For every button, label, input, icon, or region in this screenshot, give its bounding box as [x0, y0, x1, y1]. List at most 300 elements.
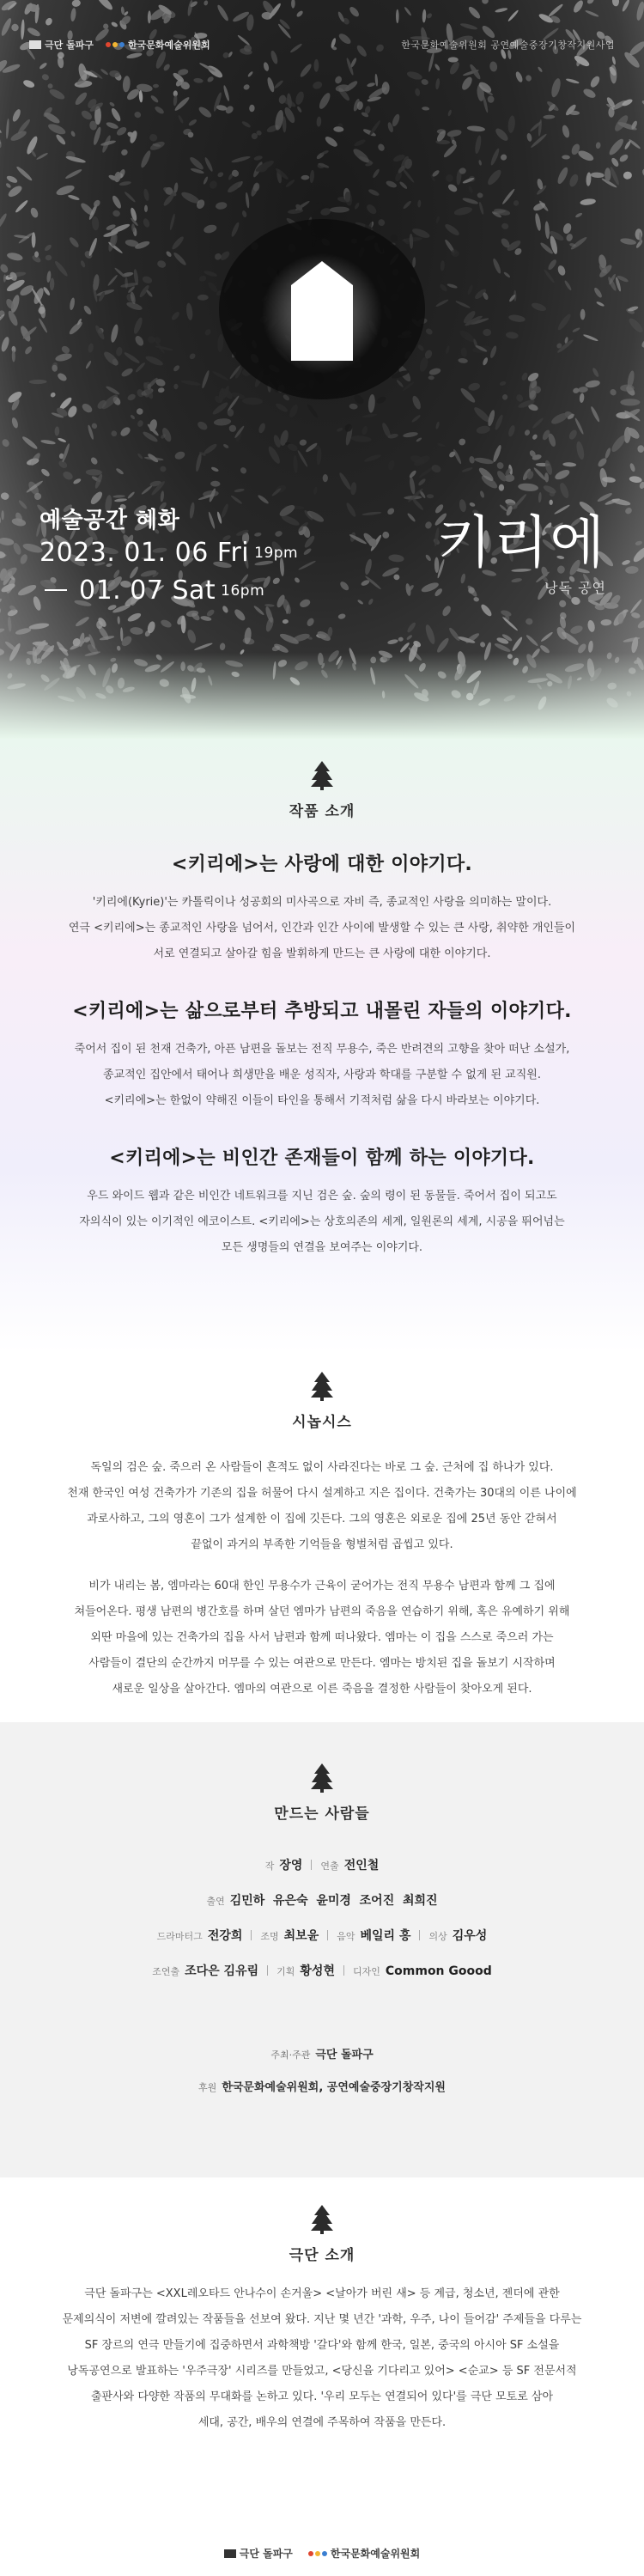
foliage-stroke — [372, 168, 380, 179]
foliage-stroke — [144, 205, 148, 212]
foliage-stroke — [12, 542, 22, 556]
foliage-stroke — [6, 174, 19, 185]
foliage-stroke — [273, 79, 284, 89]
foliage-stroke — [207, 281, 219, 294]
foliage-stroke — [55, 183, 76, 197]
foliage-stroke — [239, 466, 247, 475]
foliage-stroke — [388, 554, 404, 563]
foliage-stroke — [368, 394, 376, 413]
foliage-stroke — [462, 197, 479, 205]
foliage-stroke — [422, 9, 426, 23]
foliage-stroke — [36, 152, 49, 161]
foliage-stroke — [316, 448, 322, 465]
foliage-stroke — [411, 395, 422, 411]
foliage-stroke — [24, 345, 33, 356]
foliage-stroke — [435, 636, 451, 654]
foliage-stroke — [266, 76, 276, 93]
foliage-stroke — [625, 566, 639, 575]
arko-dots-icon — [308, 2551, 327, 2556]
foliage-stroke — [85, 360, 92, 369]
foliage-stroke — [404, 6, 412, 16]
foliage-stroke — [391, 113, 401, 128]
intro-line: 우드 와이드 웹과 같은 비인간 네트워크를 지닌 검은 숲. 숲의 령이 된 동물들. 죽어서 집이 되고도 — [87, 1190, 557, 1203]
synopsis-line: 사람들이 결단의 순간까지 머무를 수 있는 여관으로 만든다. 엠마는 방치된 집을 돌보기 시작하며 — [88, 1657, 556, 1670]
foliage-stroke — [70, 131, 76, 137]
foliage-stroke — [216, 171, 224, 178]
foliage-stroke — [195, 453, 203, 472]
credit-name: 김민하 유은숙 윤미경 조어진 최희진 — [229, 1894, 438, 1908]
foliage-stroke — [90, 422, 98, 429]
footer-logos — [0, 2546, 644, 2561]
foliage-stroke — [130, 414, 136, 420]
intro-quote-3: <키리에>는 비인간 존재들이 함께 하는 이야기다. — [109, 1148, 535, 1169]
foliage-stroke — [216, 511, 222, 524]
foliage-stroke — [68, 236, 80, 249]
company-line: 문제의식이 저변에 깔려있는 작품들을 선보여 왔다. 지난 몇 년간 '과학, 우주, 나이 들어감' 주제들을 다루는 — [62, 2313, 582, 2326]
foliage-stroke — [334, 75, 343, 84]
foliage-stroke — [105, 385, 120, 396]
foliage-stroke — [136, 407, 143, 415]
foliage-stroke — [11, 108, 22, 123]
foliage-stroke — [130, 626, 143, 635]
foliage-stroke — [234, 488, 245, 493]
intro-block-1 — [0, 850, 644, 967]
support-name: 한국문화예술위원회, 공연예술중장기창작지원 — [222, 2081, 446, 2094]
foliage-stroke — [572, 327, 580, 333]
foliage-stroke — [350, 482, 357, 496]
support-role: 후원 — [198, 2082, 217, 2093]
foliage-stroke — [264, 616, 275, 632]
foliage-stroke — [426, 12, 433, 19]
foliage-stroke — [442, 143, 459, 159]
foliage-stroke — [132, 317, 144, 335]
foliage-stroke — [623, 171, 632, 180]
foliage-stroke — [227, 408, 234, 417]
foliage-stroke — [518, 483, 538, 492]
foliage-stroke — [298, 560, 316, 571]
foliage-stroke — [351, 147, 371, 165]
foliage-stroke — [409, 477, 416, 495]
pine-tree-icon — [311, 761, 333, 790]
foliage-stroke — [306, 403, 319, 419]
foliage-stroke — [30, 149, 37, 158]
foliage-stroke — [324, 135, 339, 149]
foliage-stroke — [15, 627, 32, 636]
foliage-stroke — [337, 613, 346, 620]
foliage-stroke — [91, 216, 99, 230]
foliage-stroke — [534, 213, 542, 231]
foliage-stroke — [445, 345, 450, 355]
credit-role: 드라마터그 — [156, 1931, 203, 1942]
foliage-stroke — [291, 0, 295, 9]
foliage-stroke — [473, 596, 480, 602]
foliage-stroke — [589, 75, 602, 89]
foliage-stroke — [110, 429, 118, 437]
foliage-stroke — [570, 595, 581, 606]
intro-para-3 — [0, 1184, 644, 1261]
foliage-stroke — [106, 121, 119, 131]
foliage-stroke — [629, 475, 642, 483]
foliage-stroke — [100, 68, 108, 76]
foliage-stroke — [0, 17, 13, 37]
foliage-stroke — [243, 83, 251, 91]
intro-line: 연극 <키리에>는 종교적인 사랑을 넘어서, 인간과 인간 사이에 발생할 수 있는 큰 사랑, 취약한 개인들이 — [68, 922, 576, 935]
foliage-stroke — [566, 77, 580, 84]
foliage-stroke — [640, 335, 644, 350]
foliage-stroke — [313, 486, 318, 495]
foliage-stroke — [611, 497, 631, 507]
foliage-stroke — [211, 400, 229, 416]
foliage-stroke — [58, 437, 67, 443]
foliage-stroke — [532, 434, 538, 441]
foliage-stroke — [363, 454, 381, 463]
foliage-stroke — [15, 165, 33, 181]
foliage-stroke — [365, 203, 378, 216]
synopsis-line: 쳐들어온다. 평생 남편의 병간호를 하며 살던 엠마가 남편의 죽음을 연습하기 위해, 혹은 유예하기 위해 — [74, 1605, 570, 1618]
credit-role: 조명 — [260, 1931, 279, 1942]
foliage-stroke — [550, 15, 562, 25]
foliage-stroke — [313, 59, 319, 72]
intro-line: '키리에(Kyrie)'는 카톨릭이나 성공회의 미사곡으로 자비 즉, 종교적인 사랑을 의미하는 말이다. — [92, 896, 552, 909]
foliage-stroke — [247, 70, 254, 77]
foliage-stroke — [116, 645, 121, 651]
foliage-stroke — [48, 88, 66, 101]
foliage-stroke — [503, 271, 511, 278]
intro-heading: 작품 소개 — [289, 803, 355, 820]
foliage-stroke — [396, 379, 404, 387]
company-heading: 극단 소개 — [289, 2247, 355, 2264]
foliage-stroke — [337, 472, 352, 491]
foliage-stroke — [562, 222, 573, 235]
foliage-stroke — [532, 466, 546, 481]
pine-tree-icon — [311, 1372, 333, 1401]
foliage-stroke — [7, 617, 11, 632]
foliage-stroke — [630, 612, 641, 619]
dolpagu-mark-icon — [224, 2549, 236, 2558]
foliage-stroke — [50, 277, 55, 290]
company-line: SF 장르의 연극 만들기에 집중하면서 과학책방 '갈다'와 함께 한국, 일본, 중국의 아시아 SF 소설을 — [84, 2339, 560, 2352]
foliage-stroke — [623, 140, 631, 150]
foliage-stroke — [111, 194, 123, 210]
foliage-stroke — [631, 545, 644, 563]
foliage-stroke — [629, 462, 635, 472]
foliage-stroke — [524, 429, 531, 436]
foliage-stroke — [165, 250, 172, 258]
foliage-stroke — [299, 439, 307, 447]
host-role: 주최·주관 — [270, 2049, 311, 2061]
foliage-stroke — [554, 468, 571, 482]
credit-name: 황성현 — [300, 1964, 335, 1978]
foliage-stroke — [439, 283, 448, 292]
foliage-stroke — [538, 66, 544, 73]
arko-logo — [106, 38, 210, 52]
foliage-stroke — [458, 437, 467, 447]
foliage-stroke — [539, 644, 551, 655]
intro-line: 자의식이 있는 이기적인 에코이스트. <키리에>는 상호의존의 세계, 일원론의 세계, 시공을 뛰어넘는 — [79, 1215, 565, 1228]
foliage-stroke — [295, 90, 306, 106]
foliage-stroke — [532, 201, 547, 212]
foliage-stroke — [301, 175, 309, 180]
foliage-stroke — [15, 199, 29, 214]
foliage-stroke — [563, 280, 572, 291]
foliage-stroke — [583, 333, 599, 342]
foliage-stroke — [330, 206, 349, 212]
foliage-stroke — [0, 627, 5, 636]
foliage-stroke — [127, 491, 136, 500]
company-line: 세대, 공간, 배우의 연결에 주목하여 작품을 만든다. — [197, 2416, 447, 2429]
foliage-stroke — [435, 421, 440, 429]
foliage-stroke — [585, 9, 599, 18]
foliage-stroke — [424, 624, 437, 645]
foliage-stroke — [138, 90, 143, 102]
foliage-stroke — [568, 173, 580, 188]
foliage-stroke — [479, 603, 493, 618]
foliage-stroke — [434, 63, 440, 70]
foliage-stroke — [501, 616, 519, 631]
foliage-stroke — [396, 9, 399, 23]
foliage-stroke — [345, 502, 357, 518]
foliage-stroke — [569, 624, 584, 636]
foliage-stroke — [200, 615, 212, 622]
foliage-stroke — [612, 113, 630, 133]
sponsor-line: 한국문화예술위원회 공연예술중장기창작지원사업 — [401, 40, 615, 51]
foliage-stroke — [618, 153, 629, 163]
foliage-stroke — [203, 176, 209, 185]
foliage-stroke — [353, 138, 366, 148]
foliage-stroke — [323, 474, 328, 482]
foliage-stroke — [80, 260, 86, 269]
foliage-stroke — [338, 580, 350, 592]
foliage-stroke — [231, 155, 251, 164]
foliage-stroke — [307, 203, 323, 212]
foliage-stroke — [361, 511, 381, 516]
foliage-stroke — [422, 107, 429, 111]
credit-divider — [267, 1965, 268, 1976]
foliage-stroke — [55, 352, 73, 362]
intro-line: 모든 생명들의 연결을 보여주는 이야기다. — [221, 1241, 423, 1254]
foliage-stroke — [489, 61, 498, 72]
foliage-stroke — [57, 372, 69, 383]
credit-role: 기획 — [276, 1966, 295, 1977]
foliage-stroke — [126, 612, 142, 624]
foliage-stroke — [482, 356, 489, 366]
foliage-stroke — [194, 642, 214, 651]
foliage-stroke — [149, 94, 159, 104]
foliage-stroke — [501, 222, 509, 229]
foliage-stroke — [110, 107, 122, 122]
footer-dolpagu-text: 극단 돌파구 — [239, 2548, 293, 2560]
foliage-stroke — [208, 180, 218, 191]
foliage-stroke — [264, 604, 275, 607]
foliage-stroke — [263, 62, 270, 72]
foliage-stroke — [137, 453, 143, 460]
foliage-stroke — [19, 553, 29, 565]
venue-text: 예술공간 혜화 — [39, 508, 180, 533]
foliage-stroke — [5, 119, 9, 139]
foliage-stroke — [596, 301, 605, 307]
synopsis-line: 천재 한국인 여성 건축가가 기존의 집을 허물어 다시 설계하고 지은 집이다. 건축가는 30대의 이른 나이에 — [67, 1487, 577, 1500]
foliage-stroke — [492, 258, 502, 275]
foliage-stroke — [435, 78, 440, 90]
foliage-stroke — [295, 9, 304, 18]
foliage-stroke — [417, 478, 427, 486]
credit-divider — [343, 1965, 344, 1976]
foliage-stroke — [469, 455, 476, 464]
foliage-stroke — [39, 62, 48, 70]
foliage-stroke — [461, 466, 473, 473]
foliage-stroke — [424, 554, 432, 562]
date-start — [39, 538, 298, 568]
foliage-stroke — [573, 54, 591, 69]
foliage-stroke — [109, 101, 116, 107]
foliage-stroke — [598, 254, 608, 269]
foliage-stroke — [501, 393, 508, 400]
foliage-stroke — [556, 265, 567, 277]
credit-name: 장영 — [279, 1859, 303, 1873]
foliage-stroke — [18, 499, 28, 510]
foliage-stroke — [306, 617, 315, 627]
foliage-stroke — [544, 460, 553, 476]
intro-line: 종교적인 집안에서 태어나 희생만을 배운 성직자, 사랑과 학대를 구분할 수 없게 된 교직원. — [103, 1069, 541, 1081]
foliage-stroke — [241, 210, 247, 217]
foliage-stroke — [142, 217, 150, 228]
support-row — [0, 2072, 644, 2104]
foliage-stroke — [222, 85, 230, 102]
foliage-stroke — [6, 252, 23, 262]
foliage-stroke — [170, 311, 180, 322]
foliage-stroke — [500, 153, 508, 161]
foliage-stroke — [41, 73, 50, 82]
pine-tree-icon — [311, 1763, 333, 1793]
foliage-stroke — [299, 598, 312, 609]
hero-poster — [0, 0, 644, 739]
foliage-stroke — [430, 464, 442, 474]
foliage-stroke — [120, 148, 129, 156]
foliage-stroke — [254, 532, 262, 537]
foliage-stroke — [197, 295, 209, 301]
foliage-stroke — [468, 186, 474, 194]
foliage-stroke — [111, 21, 118, 28]
logo-group — [29, 38, 210, 52]
date-end — [79, 575, 264, 606]
foliage-stroke — [118, 425, 131, 438]
intro-quote-2: <키리에>는 삶으로부터 추방되고 내몰린 자들의 이야기다. — [72, 1001, 572, 1022]
foliage-stroke — [226, 180, 243, 194]
foliage-stroke — [574, 212, 582, 218]
foliage-stroke — [587, 641, 593, 654]
foliage-stroke — [32, 595, 42, 612]
foliage-stroke — [188, 352, 196, 360]
foliage-stroke — [447, 183, 459, 194]
credit-role: 의상 — [428, 1931, 447, 1942]
foliage-stroke — [120, 367, 134, 378]
foliage-stroke — [492, 444, 503, 463]
foliage-stroke — [46, 82, 53, 89]
foliage-stroke — [120, 627, 124, 642]
foliage-stroke — [556, 166, 569, 185]
foliage-stroke — [444, 222, 461, 237]
foliage-stroke — [406, 634, 413, 641]
foliage-stroke — [507, 9, 519, 22]
foliage-stroke — [143, 188, 149, 201]
foliage-stroke — [21, 19, 25, 40]
foliage-stroke — [62, 470, 75, 481]
foliage-stroke — [68, 194, 81, 201]
time-start-text: 19pm — [254, 545, 299, 562]
foliage-stroke — [590, 405, 601, 423]
foliage-stroke — [612, 0, 620, 7]
foliage-stroke — [620, 385, 634, 392]
foliage-stroke — [145, 289, 153, 298]
foliage-stroke — [204, 156, 214, 172]
foliage-stroke — [120, 6, 125, 15]
foliage-stroke — [526, 634, 539, 647]
foliage-stroke — [210, 481, 221, 487]
foliage-stroke — [558, 599, 568, 608]
intro-line: 서로 연결되고 살아갈 힘을 발휘하게 만드는 큰 사랑에 대한 이야기다. — [153, 947, 491, 960]
synopsis-line: 끝없이 과거의 부족한 기억들을 형벌처럼 곱씹고 있다. — [191, 1538, 453, 1551]
foliage-stroke — [316, 116, 321, 126]
foliage-stroke — [29, 380, 47, 385]
foliage-stroke — [540, 631, 554, 642]
foliage-stroke — [197, 105, 213, 119]
foliage-stroke — [381, 530, 391, 539]
foliage-stroke — [288, 404, 300, 419]
credit-row — [0, 1919, 644, 1954]
foliage-stroke — [94, 324, 106, 340]
foliage-stroke — [38, 318, 48, 333]
synopsis-para-1 — [0, 1455, 644, 1558]
foliage-stroke — [293, 455, 298, 473]
footer-dolpagu-logo — [224, 2546, 293, 2561]
foliage-stroke — [479, 641, 486, 649]
foliage-stroke — [193, 77, 204, 83]
foliage-stroke — [0, 551, 6, 559]
foliage-stroke — [573, 387, 580, 394]
foliage-stroke — [635, 1, 644, 21]
foliage-stroke — [219, 642, 226, 650]
credit-role: 연출 — [320, 1860, 339, 1872]
foliage-stroke — [377, 218, 386, 228]
foliage-stroke — [411, 414, 422, 423]
foliage-stroke — [217, 334, 224, 352]
pine-tree-icon — [311, 2205, 333, 2234]
play-title: 키리에 — [436, 509, 606, 575]
foliage-stroke — [402, 200, 412, 210]
foliage-stroke — [173, 450, 185, 460]
foliage-stroke — [122, 76, 131, 93]
foliage-stroke — [445, 174, 454, 184]
foliage-stroke — [364, 558, 374, 575]
foliage-stroke — [593, 287, 604, 299]
foliage-stroke — [425, 327, 434, 336]
foliage-stroke — [586, 0, 595, 5]
foliage-stroke — [160, 618, 173, 629]
foliage-stroke — [367, 82, 376, 87]
foliage-stroke — [75, 615, 90, 628]
foliage-stroke — [628, 40, 644, 58]
foliage-stroke — [66, 405, 79, 419]
foliage-stroke — [467, 5, 482, 21]
foliage-stroke — [386, 507, 396, 516]
foliage-stroke — [203, 442, 218, 455]
foliage-stroke — [69, 297, 76, 310]
foliage-stroke — [233, 607, 247, 622]
foliage-stroke — [228, 424, 236, 432]
foliage-stroke — [112, 495, 125, 498]
foliage-stroke — [348, 5, 361, 18]
foliage-stroke — [408, 470, 417, 479]
